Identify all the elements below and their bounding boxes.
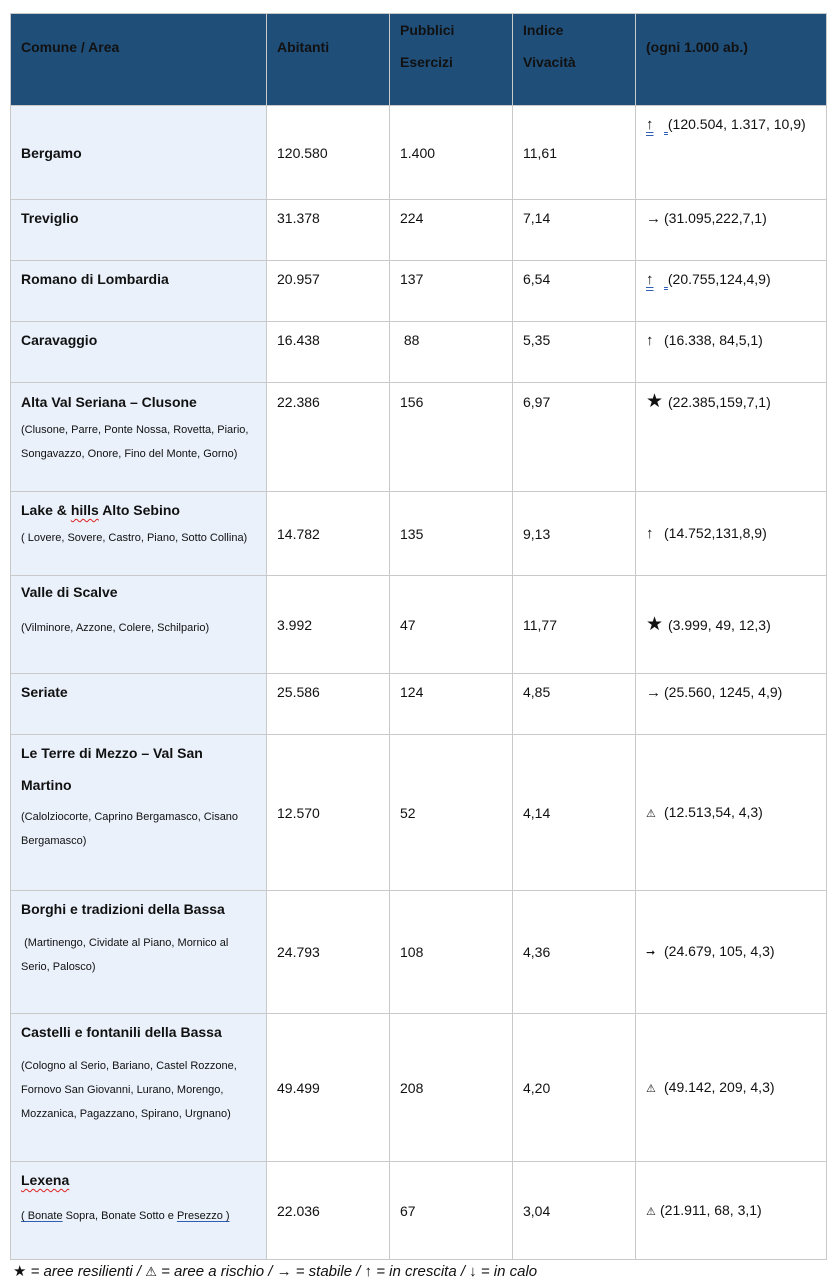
- legend-resilient: = aree resilienti /: [26, 1263, 146, 1280]
- esercizi-cell: 67: [390, 1162, 513, 1260]
- header-ogni-label: (ogni 1.000 ab.): [646, 39, 748, 55]
- star-icon: ★: [13, 1263, 27, 1280]
- table-row: [11, 1014, 827, 1162]
- table-row: [11, 106, 827, 200]
- abitanti-cell: 16.438: [267, 322, 390, 383]
- table-row: [11, 261, 827, 322]
- esercizi-cell: 156: [390, 383, 513, 492]
- arrow-right-icon: ➞: [646, 947, 656, 959]
- area-municipalities: (Cologno al Serio, Bariano, Castel Rozzone, Fornovo San Giovanni, Lurano, Morengo, Mozzanica, Pagazzano, Spirano, Urgnano): [21, 1060, 237, 1120]
- indice-cell: 6,97: [513, 383, 636, 492]
- trend-cell: [636, 576, 827, 674]
- legend-risk: = aree a rischio /: [156, 1263, 277, 1280]
- indice-cell: 11,61: [513, 106, 636, 200]
- table-row: [11, 322, 827, 383]
- arrow-up-icon: ↑: [646, 332, 654, 349]
- abitanti-cell: 22.386: [267, 383, 390, 492]
- header-abitanti: [267, 14, 390, 106]
- table-row: [11, 492, 827, 576]
- star-icon: ★: [646, 613, 664, 635]
- abitanti-cell: 120.580: [267, 106, 390, 200]
- header-abitanti-label: Abitanti: [277, 39, 330, 55]
- area-name: Le Terre di Mezzo – Val San Martino: [21, 745, 203, 793]
- header-indice-vivacita: [513, 14, 636, 106]
- area-cell: [11, 106, 267, 200]
- area-name-part: Lexena: [21, 1172, 70, 1188]
- table-row: [11, 200, 827, 261]
- trend-values: (120.504, 1.317, 10,9): [667, 116, 806, 132]
- table-row: [11, 735, 827, 891]
- area-name: Treviglio: [21, 210, 79, 226]
- arrow-up-icon: ↑: [646, 271, 654, 288]
- area-cell: [11, 1162, 267, 1260]
- esercizi-cell: 47: [390, 576, 513, 674]
- trend-values: (25.560, 1245, 4,9): [664, 684, 783, 700]
- esercizi-cell: 124: [390, 674, 513, 735]
- header-indice-line1: Indice: [523, 22, 564, 38]
- trend-values: (24.679, 105, 4,3): [664, 943, 775, 959]
- area-cell: [11, 200, 267, 261]
- trend-values: (3.999, 49, 12,3): [668, 616, 771, 633]
- trend-values: (16.338, 84,5,1): [664, 332, 763, 348]
- area-municipalities: [21, 1204, 256, 1228]
- esercizi-cell: 208: [390, 1014, 513, 1162]
- arrow-right-icon: →: [646, 210, 661, 227]
- area-cell: [11, 576, 267, 674]
- area-cell: [11, 492, 267, 576]
- esercizi-cell: 224: [390, 200, 513, 261]
- indice-cell: 6,54: [513, 261, 636, 322]
- abitanti-cell: 22.036: [267, 1162, 390, 1260]
- esercizi-cell: 88: [390, 322, 513, 383]
- area-name-part: Lake &: [21, 502, 71, 518]
- header-pubblici-line1: Pubblici: [400, 22, 455, 38]
- legend-growing: = in crescita /: [372, 1263, 470, 1280]
- area-sub-part: Sopra, Bonate Sotto e: [62, 1210, 177, 1222]
- trend-values: (20.755,124,4,9): [667, 271, 771, 287]
- indice-cell: 3,04: [513, 1162, 636, 1260]
- legend-stable: = stabile /: [291, 1263, 365, 1280]
- area-sub-part: Presezzo ): [176, 1210, 230, 1222]
- abitanti-cell: 20.957: [267, 261, 390, 322]
- indice-cell: 4,20: [513, 1014, 636, 1162]
- trend-cell: [636, 674, 827, 735]
- warning-icon: ⚠: [646, 1082, 656, 1095]
- area-municipalities: ( Lovere, Sovere, Castro, Piano, Sotto Collina): [21, 532, 248, 544]
- area-cell: [11, 735, 267, 891]
- arrow-up-icon: ↑: [646, 116, 654, 133]
- arrow-right-icon: →: [276, 1263, 292, 1280]
- area-municipalities: (Clusone, Parre, Ponte Nossa, Rovetta, Piario, Songavazzo, Onore, Fino del Monte, Gorno): [21, 424, 249, 460]
- esercizi-cell: 137: [390, 261, 513, 322]
- trend-values: (49.142, 209, 4,3): [664, 1078, 775, 1095]
- esercizi-cell: 1.400: [390, 106, 513, 200]
- area-cell: [11, 1014, 267, 1162]
- area-name: Seriate: [21, 684, 68, 700]
- area-sub-part: ( Bonate: [21, 1210, 63, 1222]
- legend-declining: = in calo: [476, 1263, 538, 1280]
- trend-cell: [636, 492, 827, 576]
- area-name: Valle di Scalve: [21, 584, 118, 600]
- abitanti-cell: 31.378: [267, 200, 390, 261]
- trend-values: (31.095,222,7,1): [664, 210, 767, 226]
- esercizi-cell: 108: [390, 891, 513, 1014]
- area-cell: [11, 322, 267, 383]
- arrow-right-icon: →: [646, 684, 661, 701]
- table-row: [11, 891, 827, 1014]
- area-name: Caravaggio: [21, 332, 98, 348]
- area-name-part: hills: [70, 502, 99, 518]
- indice-cell: 11,77: [513, 576, 636, 674]
- area-cell: [11, 383, 267, 492]
- abitanti-cell: 12.570: [267, 735, 390, 891]
- area-name: Castelli e fontanili della Bassa: [21, 1024, 222, 1040]
- arrow-up-icon: ↑: [646, 525, 654, 542]
- area-cell: [11, 891, 267, 1014]
- area-name: Borghi e tradizioni della Bassa: [21, 901, 225, 917]
- header-indice-line2: Vivacità: [523, 54, 576, 70]
- area-name-part: Alto Sebino: [98, 502, 180, 518]
- table-row: [11, 674, 827, 735]
- trend-cell: [636, 383, 827, 492]
- area-name: [21, 1164, 256, 1196]
- area-municipalities: (Vilminore, Azzone, Colere, Schilpario): [21, 622, 210, 634]
- header-ogni: [636, 14, 827, 106]
- indice-cell: 5,35: [513, 322, 636, 383]
- area-name: [21, 494, 256, 526]
- abitanti-cell: 24.793: [267, 891, 390, 1014]
- warning-icon: ⚠: [646, 1205, 656, 1218]
- trend-cell: [636, 200, 827, 261]
- warning-icon: ⚠: [646, 807, 656, 820]
- area-municipalities: (Martinengo, Cividate al Piano, Mornico al Serio, Palosco): [21, 937, 232, 973]
- header-area-label: Comune / Area: [21, 39, 120, 55]
- table-row: [11, 576, 827, 674]
- esercizi-cell: 135: [390, 492, 513, 576]
- indice-cell: 4,14: [513, 735, 636, 891]
- abitanti-cell: 3.992: [267, 576, 390, 674]
- area-name: Bergamo: [21, 144, 82, 161]
- header-pubblici-line2: Esercizi: [400, 54, 453, 70]
- warning-icon: ⚠: [145, 1264, 157, 1279]
- data-table: [10, 13, 827, 1260]
- indice-cell: 4,36: [513, 891, 636, 1014]
- table-row: [11, 383, 827, 492]
- legend: [13, 1262, 537, 1282]
- area-name: Alta Val Seriana – Clusone: [21, 394, 197, 410]
- trend-cell: [636, 735, 827, 891]
- area-cell: [11, 674, 267, 735]
- trend-cell: [636, 106, 827, 200]
- indice-cell: 9,13: [513, 492, 636, 576]
- indice-cell: 4,85: [513, 674, 636, 735]
- table-row: [11, 1162, 827, 1260]
- trend-cell: [636, 891, 827, 1014]
- header-row: [11, 14, 827, 106]
- abitanti-cell: 14.782: [267, 492, 390, 576]
- abitanti-cell: 25.586: [267, 674, 390, 735]
- esercizi-cell: 52: [390, 735, 513, 891]
- trend-values: (21.911, 68, 3,1): [660, 1201, 762, 1218]
- header-area: [11, 14, 267, 106]
- abitanti-cell: 49.499: [267, 1014, 390, 1162]
- star-icon: ★: [646, 391, 664, 412]
- area-municipalities: (Calolziocorte, Caprino Bergamasco, Cisano Bergamasco): [21, 811, 239, 847]
- trend-values: (14.752,131,8,9): [664, 525, 767, 541]
- trend-cell: [636, 1162, 827, 1260]
- trend-values: (22.385,159,7,1): [668, 394, 771, 410]
- trend-cell: [636, 261, 827, 322]
- area-cell: [11, 261, 267, 322]
- trend-values: (12.513,54, 4,3): [664, 803, 763, 820]
- arrow-down-icon: ↓: [469, 1263, 477, 1280]
- arrow-up-icon: ↑: [364, 1263, 373, 1280]
- trend-cell: [636, 322, 827, 383]
- area-name: Romano di Lombardia: [21, 271, 169, 287]
- indice-cell: 7,14: [513, 200, 636, 261]
- trend-cell: [636, 1014, 827, 1162]
- header-pubblici-esercizi: [390, 14, 513, 106]
